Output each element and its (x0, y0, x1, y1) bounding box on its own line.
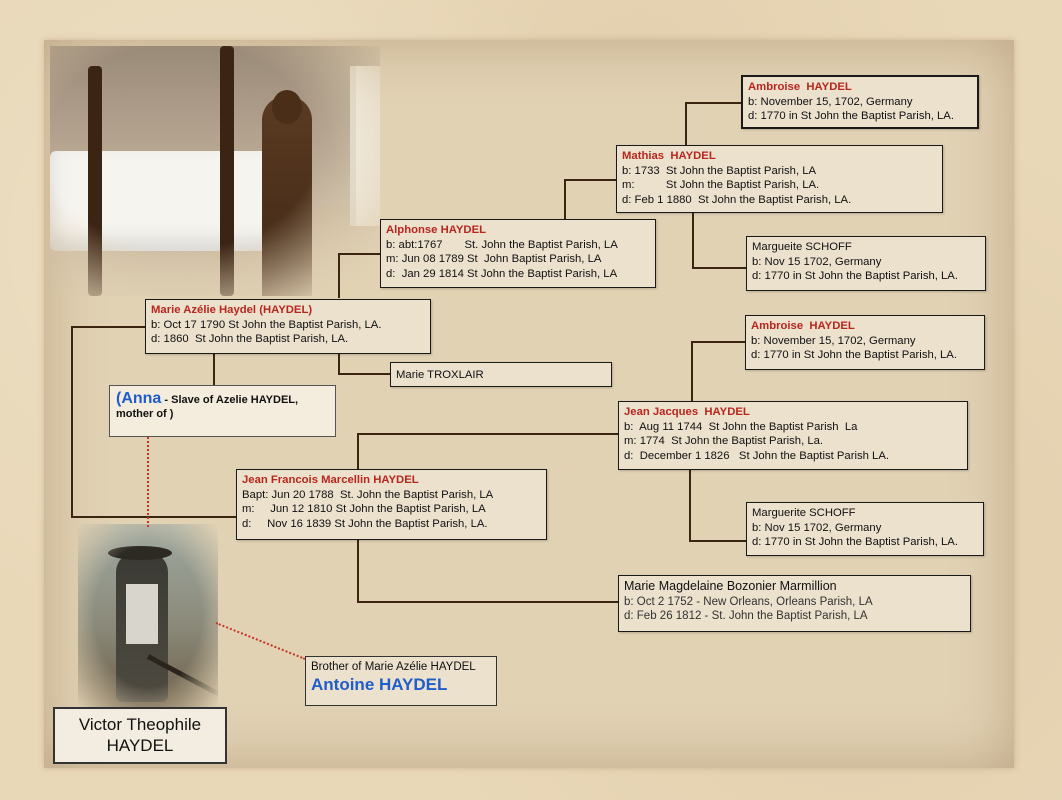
antoine-name: Antoine HAYDEL (311, 675, 448, 694)
person-name: Jean Francois Marcellin HAYDEL (242, 474, 419, 486)
person-birth: b: Oct 17 1790 St John the Baptist Parish, LA. (151, 318, 382, 331)
person-birth: b: Nov 15 1702, Germany (752, 521, 882, 534)
anna-note (109, 385, 336, 437)
person-name: Ambroise HAYDEL (748, 81, 852, 93)
person-card-jean-jacques (618, 401, 968, 470)
person-name: Alphonse HAYDEL (386, 224, 487, 236)
person-death: d: Feb 26 1812 - St. John the Baptist Parish, LA (624, 610, 868, 622)
person-death: d: Jan 29 1814 St John the Baptist Parish, LA (386, 267, 618, 280)
person-baptism: Bapt: Jun 20 1788 St. John the Baptist Parish, LA (242, 488, 494, 501)
person-card-margueite (746, 236, 986, 291)
person-birth: b: Aug 11 1744 St John the Baptist Parish La (624, 420, 858, 433)
person-card-jean-francois (236, 469, 547, 540)
person-card-marie-magdelaine (618, 575, 971, 632)
person-name: Marguerite SCHOFF (752, 507, 856, 519)
person-card-marie-azelie (145, 299, 431, 354)
person-birth: b: November 15, 1702, Germany (751, 334, 916, 347)
person-name: Marie Azélie Haydel (HAYDEL) (151, 304, 313, 316)
person-marriage: m: Jun 08 1789 St John Baptist Parish, LA (386, 253, 602, 265)
anna-description: - Slave of Azelie HAYDEL, (161, 394, 299, 406)
person-marriage: m: 1774 St John the Baptist Parish, La. (624, 435, 824, 447)
photo-bedroom-statue (50, 46, 380, 296)
person-death: d: Feb 1 1880 St John the Baptist Parish, LA. (622, 193, 852, 206)
person-death: d: 1770 in St John the Baptist Parish, LA. (752, 270, 958, 282)
person-card-ambroise-2 (745, 315, 985, 370)
person-marriage: m: St John the Baptist Parish, LA. (622, 179, 820, 191)
person-name: Marie Magdelaine Bozonier Marmillion (624, 579, 837, 593)
person-death: d: December 1 1826 St John the Baptist Parish LA. (624, 449, 889, 462)
person-name: Mathias HAYDEL (622, 150, 716, 162)
photo-victor (78, 524, 218, 708)
victor-label: Victor Theophile HAYDEL (53, 707, 227, 764)
person-card-marie-troxlair (390, 362, 612, 387)
person-birth: b: abt:1767 St. John the Baptist Parish, LA (386, 238, 618, 251)
person-name: Margueite SCHOFF (752, 241, 852, 253)
person-name: Jean Jacques HAYDEL (624, 406, 750, 418)
person-card-marguerite (746, 502, 984, 556)
person-card-alphonse (380, 219, 656, 288)
person-birth: b: 1733 St John the Baptist Parish, LA (622, 164, 817, 177)
person-birth: b: Oct 2 1752 - New Orleans, Orleans Parish, LA (624, 595, 873, 608)
person-birth: b: Nov 15 1702, Germany (752, 255, 882, 268)
dotted-link-anna (147, 437, 149, 527)
person-death: d: 1770 in St John the Baptist Parish, LA. (748, 110, 954, 122)
person-death: d: 1770 in St John the Baptist Parish, LA. (751, 349, 957, 361)
anna-name: (Anna (116, 390, 162, 407)
person-death: d: 1770 in St John the Baptist Parish, LA. (752, 536, 958, 548)
person-name: Marie TROXLAIR (396, 369, 484, 381)
person-card-mathias (616, 145, 943, 213)
anna-line2: mother of ) (116, 408, 174, 420)
person-birth: b: November 15, 1702, Germany (748, 95, 913, 108)
antoine-note (305, 656, 497, 706)
antoine-caption: Brother of Marie Azélie HAYDEL (311, 661, 476, 673)
person-death: d: Nov 16 1839 St John the Baptist Parish, LA. (242, 517, 488, 530)
person-card-ambroise (741, 75, 979, 129)
person-death: d: 1860 St John the Baptist Parish, LA. (151, 333, 349, 345)
person-marriage: m: Jun 12 1810 St John the Baptist Parish, LA (242, 503, 486, 515)
person-name: Ambroise HAYDEL (751, 320, 855, 332)
